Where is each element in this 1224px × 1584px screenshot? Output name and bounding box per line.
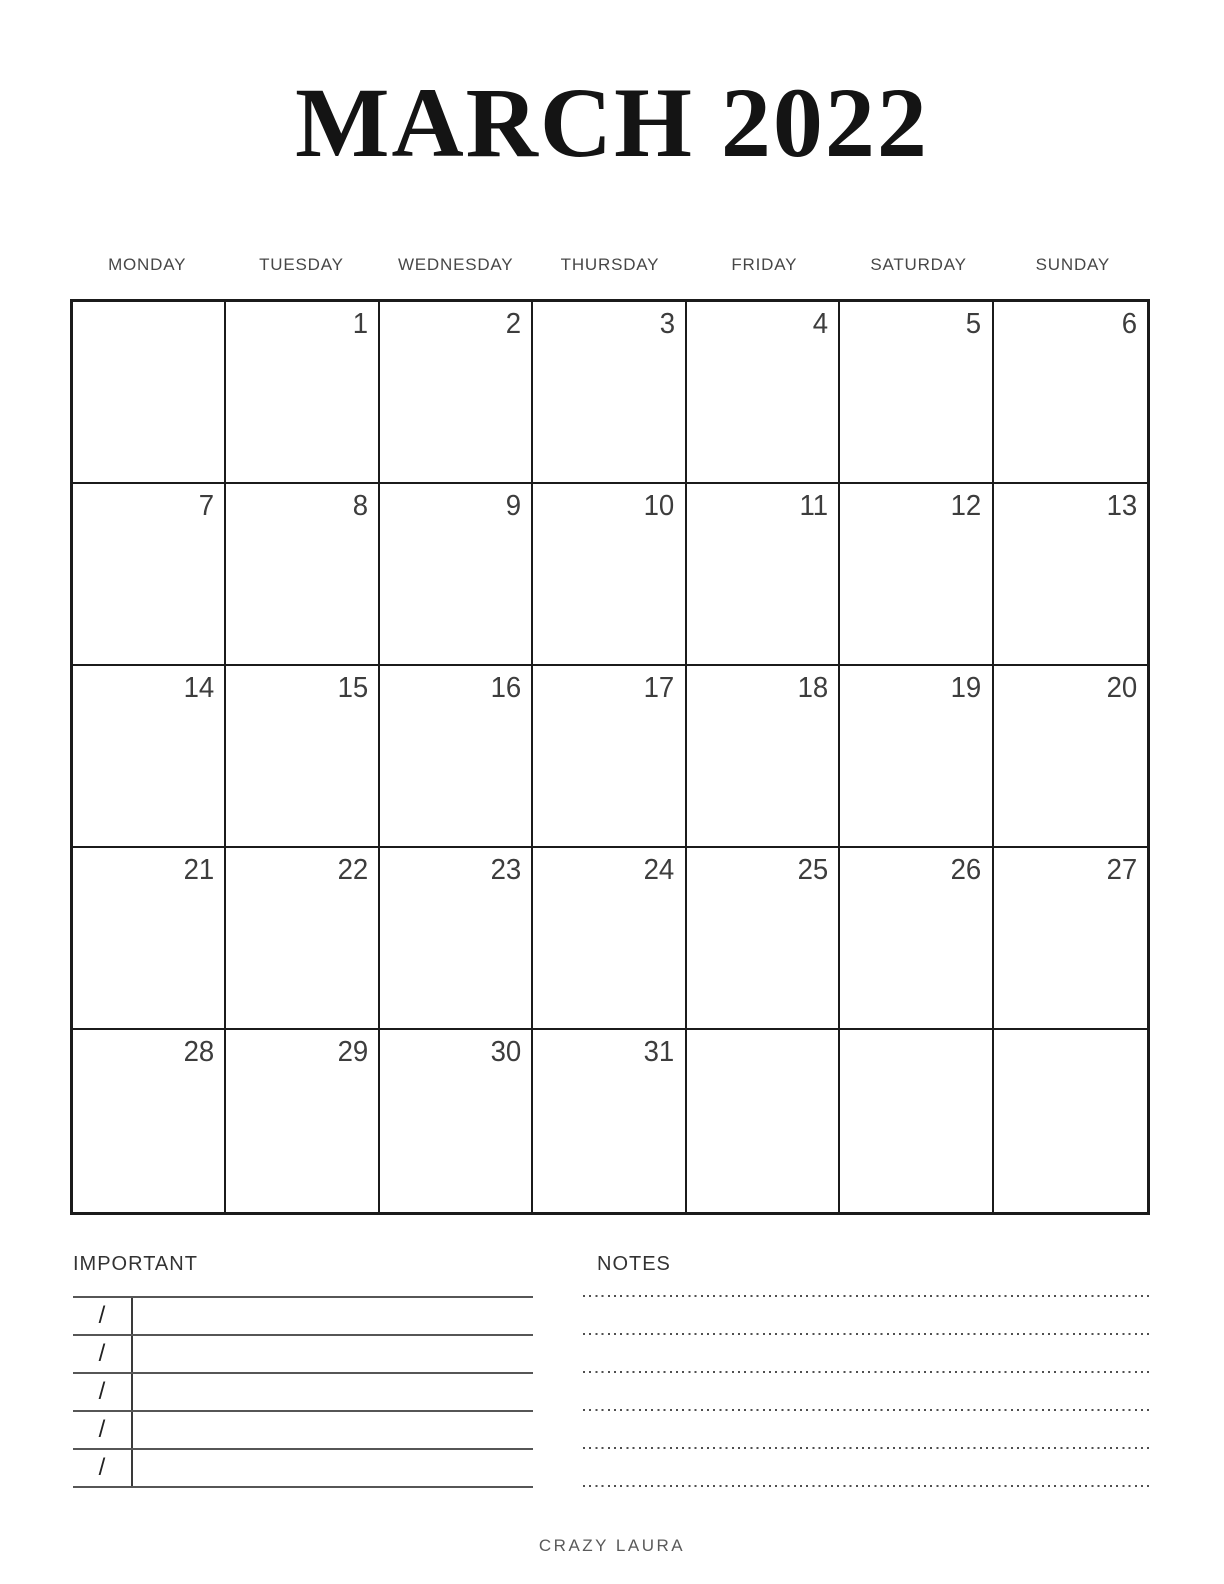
important-line — [133, 1450, 533, 1486]
day-number: 25 — [797, 854, 829, 886]
day-number: 10 — [644, 490, 675, 522]
day-number: 20 — [1106, 672, 1137, 704]
important-rows — [73, 1296, 533, 1488]
calendar-cell — [533, 302, 686, 484]
calendar-cell — [73, 848, 226, 1030]
calendar-cell — [73, 1030, 226, 1212]
calendar-cell — [687, 302, 840, 484]
calendar-cell — [226, 484, 379, 666]
weekday-header-row — [70, 255, 1150, 275]
day-number: 21 — [183, 854, 215, 886]
day-number: 15 — [337, 672, 368, 704]
day-number: 13 — [1106, 490, 1137, 522]
day-number: 11 — [799, 490, 829, 522]
calendar-cell — [226, 848, 379, 1030]
important-heading: IMPORTANT — [73, 1253, 198, 1275]
calendar-cell — [533, 1030, 686, 1212]
important-line — [133, 1298, 533, 1334]
calendar-cell — [73, 484, 226, 666]
day-number: 26 — [950, 854, 982, 886]
important-section — [73, 1252, 533, 1488]
important-row — [73, 1412, 533, 1450]
slash-mark: / — [73, 1298, 133, 1334]
calendar-cell — [380, 484, 533, 666]
calendar-cell — [687, 484, 840, 666]
slash-mark: / — [73, 1412, 133, 1448]
calendar-cell — [994, 848, 1147, 1030]
calendar-cell — [380, 1030, 533, 1212]
notes-dotted-line — [583, 1447, 1153, 1449]
calendar-cell — [994, 302, 1147, 484]
page-title: MARCH 2022 — [295, 67, 929, 178]
calendar-cell — [533, 666, 686, 848]
weekday-label-saturday: SATURDAY — [870, 255, 967, 274]
calendar-cell — [380, 848, 533, 1030]
day-number: 7 — [199, 490, 215, 522]
day-number: 8 — [352, 490, 368, 522]
calendar-cell — [380, 666, 533, 848]
notes-dotted-line — [583, 1485, 1153, 1487]
calendar-cell — [380, 302, 533, 484]
day-number: 24 — [644, 854, 675, 886]
notes-dotted-line — [583, 1295, 1153, 1297]
calendar-cell — [533, 848, 686, 1030]
calendar-cell — [840, 848, 993, 1030]
calendar-grid — [70, 299, 1150, 1215]
calendar-cell — [840, 666, 993, 848]
calendar-cell — [687, 1030, 840, 1212]
calendar-cell — [73, 302, 226, 484]
day-number: 3 — [659, 308, 675, 340]
calendar-cell — [840, 302, 993, 484]
day-number: 23 — [490, 854, 522, 886]
weekday-label-tuesday: TUESDAY — [259, 255, 344, 274]
weekday-label-thursday: THURSDAY — [560, 255, 660, 274]
day-number: 5 — [966, 308, 982, 340]
calendar-cell — [226, 666, 379, 848]
important-row — [73, 1450, 533, 1488]
day-number: 14 — [183, 672, 215, 704]
day-number: 27 — [1106, 854, 1137, 886]
weekday-label-friday: FRIDAY — [731, 255, 798, 274]
notes-lines — [583, 1295, 1153, 1487]
calendar-cell — [994, 666, 1147, 848]
day-number: 18 — [797, 672, 829, 704]
important-row — [73, 1336, 533, 1374]
day-number: 30 — [490, 1036, 522, 1068]
slash-mark: / — [73, 1336, 133, 1372]
calendar-cell — [226, 302, 379, 484]
important-row — [73, 1374, 533, 1412]
day-number: 6 — [1121, 308, 1137, 340]
day-number: 19 — [950, 672, 982, 704]
important-line — [133, 1412, 533, 1448]
notes-section — [583, 1252, 1153, 1523]
slash-mark: / — [73, 1450, 133, 1486]
weekday-label-sunday: SUNDAY — [1035, 255, 1111, 274]
day-number: 2 — [505, 308, 522, 340]
calendar-cell — [994, 1030, 1147, 1212]
important-line — [133, 1336, 533, 1372]
calendar-cell — [687, 666, 840, 848]
weekday-label-wednesday: WEDNESDAY — [397, 255, 514, 274]
day-number: 12 — [950, 490, 982, 522]
important-line — [133, 1374, 533, 1410]
calendar-cell — [840, 1030, 993, 1212]
day-number: 1 — [352, 308, 368, 340]
calendar-cell — [687, 848, 840, 1030]
day-number: 9 — [505, 490, 522, 522]
calendar-cell — [73, 666, 226, 848]
notes-dotted-line — [583, 1409, 1153, 1411]
weekday-label-monday: MONDAY — [108, 255, 187, 274]
calendar-cell — [226, 1030, 379, 1212]
calendar-cell — [840, 484, 993, 666]
important-row — [73, 1298, 533, 1336]
calendar-cell — [994, 484, 1147, 666]
slash-mark: / — [73, 1374, 133, 1410]
day-number: 22 — [337, 854, 368, 886]
notes-dotted-line — [583, 1371, 1153, 1373]
calendar-cell — [533, 484, 686, 666]
day-number: 28 — [183, 1036, 215, 1068]
notes-dotted-line — [583, 1333, 1153, 1335]
day-number: 31 — [644, 1036, 675, 1068]
day-number: 17 — [644, 672, 675, 704]
day-number: 4 — [812, 308, 829, 340]
day-number: 16 — [490, 672, 522, 704]
day-number: 29 — [337, 1036, 368, 1068]
footer-credit: CRAZY LAURA — [538, 1536, 686, 1555]
notes-heading: NOTES — [597, 1253, 671, 1275]
